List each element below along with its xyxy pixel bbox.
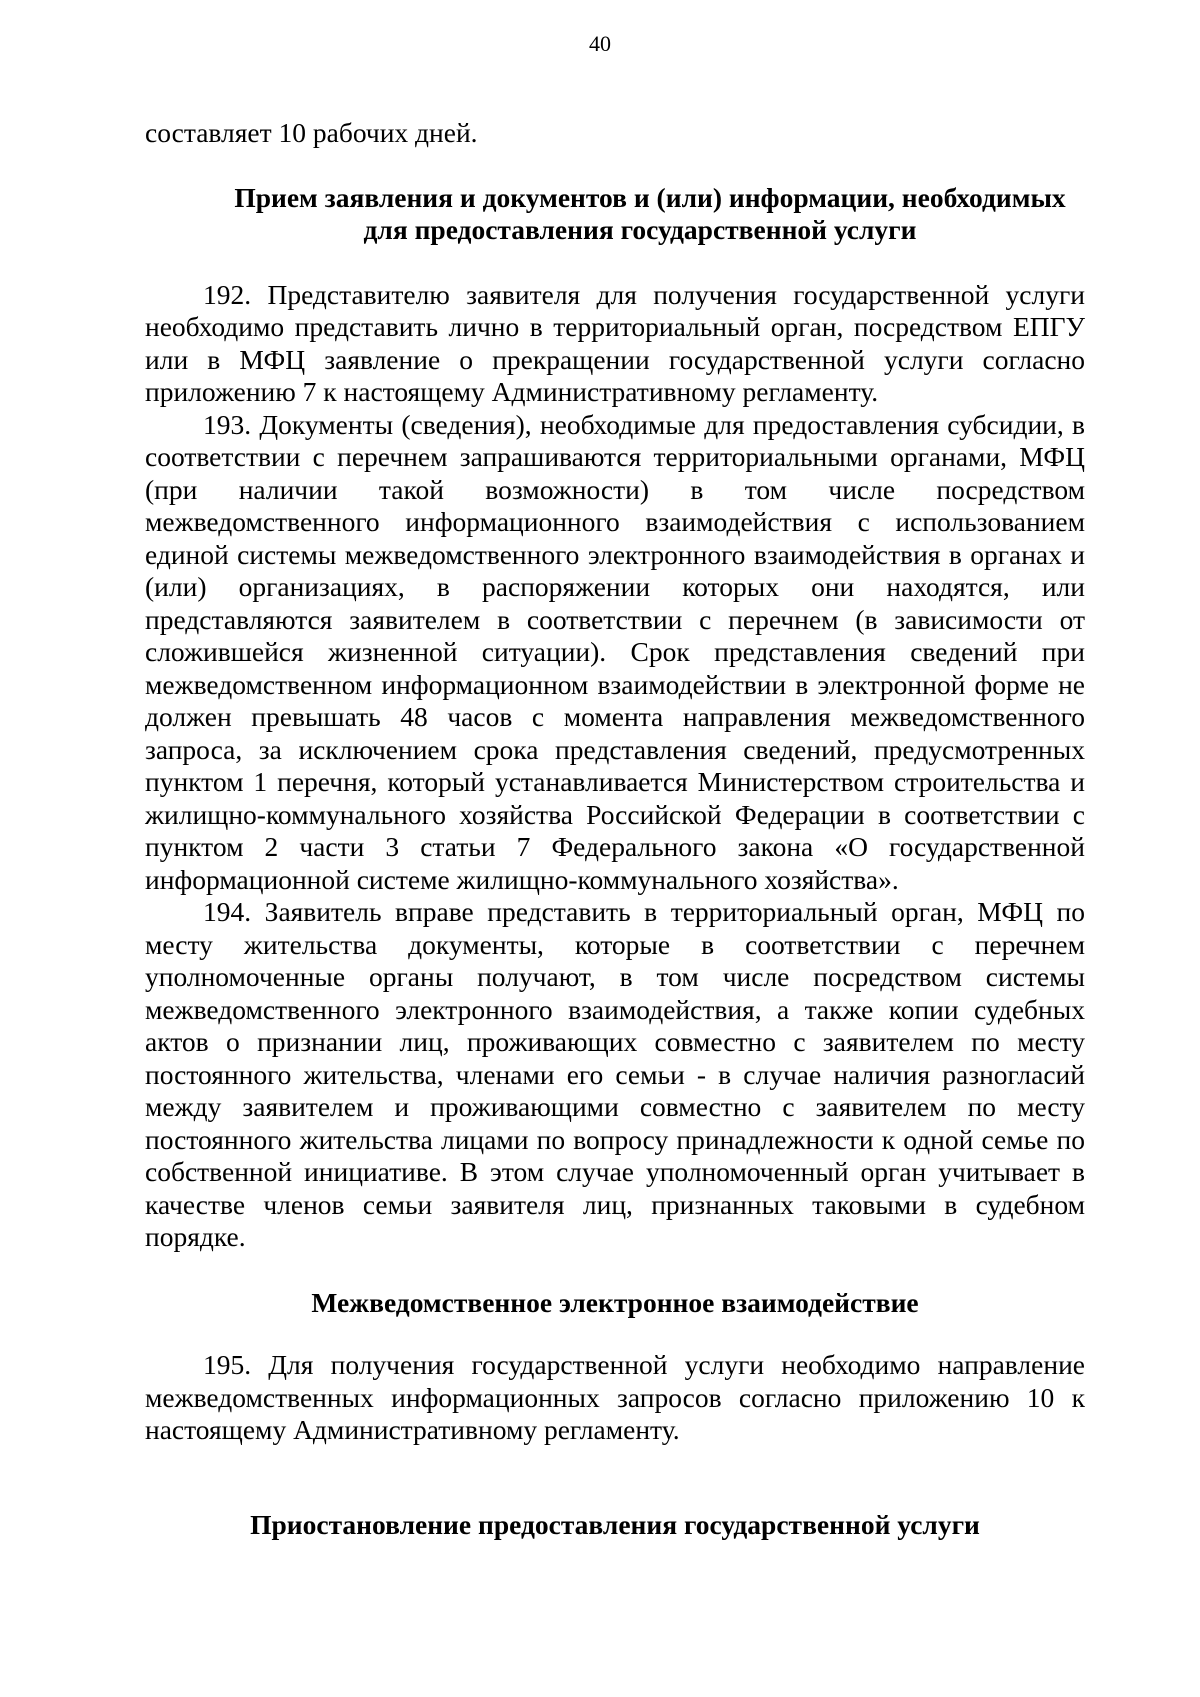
section-heading-line: Прием заявления и документов и (или) информации, необходимых xyxy=(234,181,1066,213)
section-heading-line: для предоставления государственной услуги xyxy=(363,214,917,245)
paragraph-195: 195. Для получения государственной услуги необходимо направление межведомственных информационных запросов согласно приложению 10 к настоящему Административному регламенту. xyxy=(145,1349,1085,1445)
document-body xyxy=(145,117,1085,1541)
section-heading-suspension: Приостановление предоставления государственной услуги xyxy=(250,1508,980,1540)
page-number: 40 xyxy=(589,31,611,56)
section-heading-interagency-interaction: Межведомственное электронное взаимодействие xyxy=(311,1286,919,1318)
section-heading-receipt-of-application xyxy=(145,182,1085,247)
paragraph-192: 192. Представителю заявителя для получения государственной услуги необходимо представить лично в территориальный орган, посредством ЕПГУ или в МФЦ заявление о прекращении государственной услуги согласно приложению 7 к настоящему Административному регламенту. xyxy=(145,278,1085,407)
paragraph-194: 194. Заявитель вправе представить в территориальный орган, МФЦ по месту жительства документы, которые в соответствии с перечнем уполномоченные органы получают, в том числе посредством системы межведомственного электронного взаимодействия, а также копии судебных актов о признании лиц, проживающих совместно с заявителем по месту постоянного жительства, членами его семьи - в случае наличия разногласий между заявителем и проживающими совместно с заявителем по месту постоянного жительства лицами по вопросу принадлежности к одной семье по собственной инициативе. В этом случае уполномоченный орган учитывает в качестве членов семьи заявителя лиц, признанных таковыми в судебном порядке. xyxy=(145,896,1085,1252)
intro-line: составляет 10 рабочих дней. xyxy=(145,117,478,148)
paragraph-193: 193. Документы (сведения), необходимые для предоставления субсидии, в соответствии с перечнем запрашиваются территориальными органами, МФЦ (при наличии такой возможности) в том числе посредством межведомственного информационного взаимодействия с использованием единой системы межведомственного электронного взаимодействия в органах и (или) организациях, в распоряжении которых они находятся, или представляются заявителем в соответствии с перечнем (в зависимости от сложившейся жизненной ситуации). Срок представления сведений при межведомственном информационном взаимодействии в электронной форме не должен превышать 48 часов с момента направления межведомственного запроса, за исключением срока представления сведений, предусмотренных пунктом 1 перечня, который устанавливается Министерством строительства и жилищно-коммунального хозяйства Российской Федерации в соответствии с пунктом 2 части 3 статьи 7 Федерального закона «О государственной информационной системе жилищно-коммунального хозяйства». xyxy=(145,408,1085,895)
